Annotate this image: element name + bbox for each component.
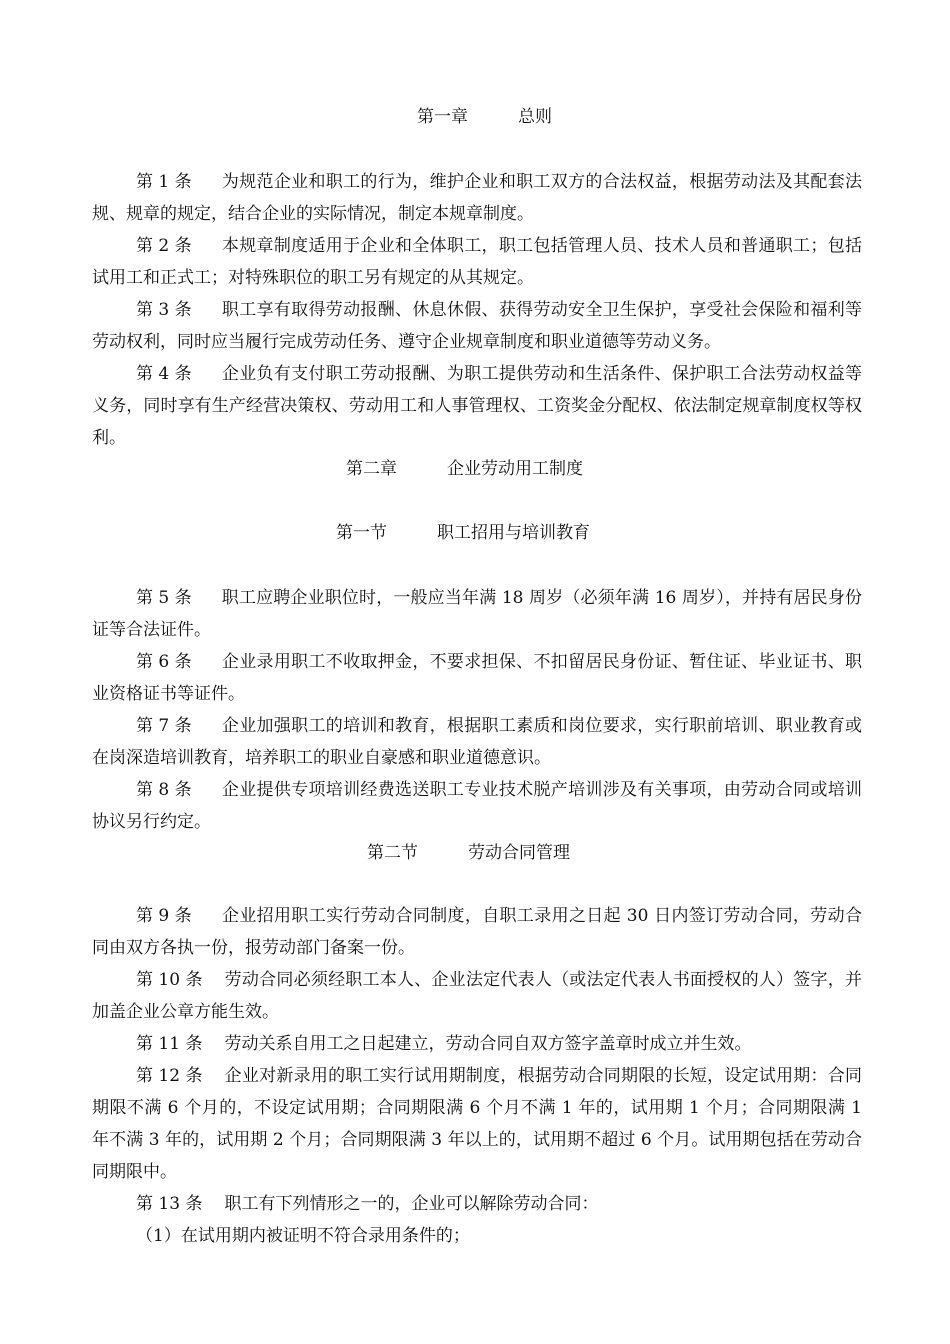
section-number: 第二节 <box>367 843 418 863</box>
article-number: 第 1 条 <box>136 172 192 192</box>
article <box>92 166 862 230</box>
section-1-heading <box>0 522 950 544</box>
chapter-number: 第一章 <box>417 107 468 127</box>
article-number: 第 6 条 <box>136 652 192 672</box>
article-text: 企业提供专项培训经费选送职工专业技术脱产培训涉及有关事项，由劳动合同或培训协议另行约定。 <box>92 780 862 832</box>
list-item: （1）在试用期内被证明不符合录用条件的； <box>136 1226 470 1246</box>
article <box>92 1028 862 1060</box>
article-number: 第 8 条 <box>136 780 192 800</box>
article <box>92 964 862 1028</box>
article <box>92 646 862 710</box>
article <box>92 294 862 358</box>
article-number: 第 4 条 <box>136 364 192 384</box>
section-number: 第一节 <box>336 523 387 543</box>
section-title: 职工招用与培训教育 <box>437 523 590 543</box>
article-text: 企业招用职工实行劳动合同制度，自职工录用之日起 30 日内签订劳动合同，劳动合同由双方各执一份，报劳动部门备案一份。 <box>92 906 862 958</box>
chapter-1-heading <box>0 106 950 128</box>
article-text: 职工有下列情形之一的，企业可以解除劳动合同： <box>224 1194 599 1214</box>
article-number: 第 12 条 <box>136 1066 203 1086</box>
article-text: 企业加强职工的培训和教育，根据职工素质和岗位要求，实行职前培训、职业教育或在岗深造培训教育，培养职工的职业自豪感和职业道德意识。 <box>92 716 862 768</box>
article-text: 劳动合同必须经职工本人、企业法定代表人（或法定代表人书面授权的人）签字，并加盖企业公章方能生效。 <box>92 970 862 1022</box>
article-text: 本规章制度适用于企业和全体职工，职工包括管理人员、技术人员和普通职工；包括试用工和正式工；对特殊职位的职工另有规定的从其规定。 <box>92 236 862 288</box>
chapter-number: 第二章 <box>346 459 397 479</box>
article <box>92 230 862 294</box>
article <box>92 358 862 454</box>
chapter-2-heading <box>0 458 950 480</box>
chapter-title: 总则 <box>518 107 552 127</box>
article <box>92 1188 862 1220</box>
article-text: 职工享有取得劳动报酬、休息休假、获得劳动安全卫生保护，享受社会保险和福利等劳动权利，同时应当履行完成劳动任务、遵守企业规章制度和职业道德等劳动义务。 <box>92 300 862 352</box>
article-text: 职工应聘企业职位时，一般应当年满 18 周岁（必须年满 16 周岁），并持有居民身份证等合法证件。 <box>92 588 862 640</box>
article <box>92 900 862 964</box>
article-number: 第 3 条 <box>136 300 192 320</box>
article <box>92 710 862 774</box>
article-number: 第 7 条 <box>136 716 192 736</box>
article-text: 企业负有支付职工劳动报酬、为职工提供劳动和生活条件、保护职工合法劳动权益等义务，同时享有生产经营决策权、劳动用工和人事管理权、工资奖金分配权、依法制定规章制度权等权利。 <box>92 364 862 448</box>
article-number: 第 5 条 <box>136 588 192 608</box>
chapter-title: 企业劳动用工制度 <box>447 459 583 479</box>
section-title: 劳动合同管理 <box>468 843 570 863</box>
article-number: 第 11 条 <box>136 1034 203 1054</box>
article <box>92 1060 862 1188</box>
article-text: 企业对新录用的职工实行试用期制度，根据劳动合同期限的长短，设定试用期：合同期限不满 6 个月的，不设定试用期；合同期限满 6 个月不满 1 年的，试用期 1 个月；合同期限满 1 年不满 3 年的，试用期 2 个月；合同期限满 3 年以上的，试用期不超过 6 个月。试用期包括在劳动合同期限中。 <box>92 1066 862 1182</box>
article-text: 企业录用职工不收取押金，不要求担保、不扣留居民身份证、暂住证、毕业证书、职业资格证书等证件。 <box>92 652 862 704</box>
article-number: 第 2 条 <box>136 236 192 256</box>
article-text: 为规范企业和职工的行为，维护企业和职工双方的合法权益，根据劳动法及其配套法规、规章的规定，结合企业的实际情况，制定本规章制度。 <box>92 172 862 224</box>
section-2-heading <box>0 842 950 864</box>
article-text: 劳动关系自用工之日起建立，劳动合同自双方签字盖章时成立并生效。 <box>224 1034 752 1054</box>
article-number: 第 10 条 <box>136 970 203 990</box>
article <box>92 582 862 646</box>
article <box>92 774 862 838</box>
article-number: 第 9 条 <box>136 906 192 926</box>
article-number: 第 13 条 <box>136 1194 203 1214</box>
